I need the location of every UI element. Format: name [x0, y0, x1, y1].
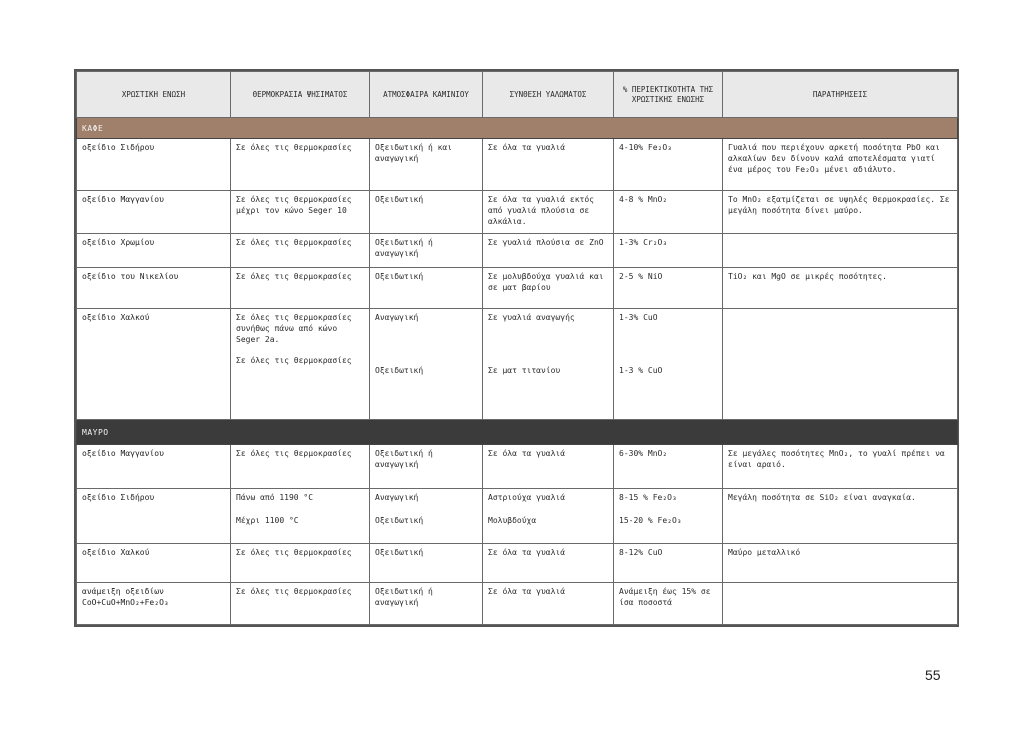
cell-atmosphere-alt: Οξειδωτική — [375, 516, 424, 525]
table-row — [77, 268, 958, 309]
section-row-black — [77, 420, 958, 445]
cell-notes: Μαύρο μεταλλικό — [723, 544, 958, 583]
cell-compound: οξείδιο Σιδήρου — [77, 489, 231, 544]
cell-percent: 2-5 % NiO — [614, 268, 723, 309]
cell-glaze: Σε όλα τα γυαλιά εκτός από γυαλιά πλούσια σε αλκάλια. — [483, 191, 614, 234]
section-label: ΚΑΦΕ — [77, 118, 958, 139]
cell-atmosphere: Αναγωγική — [375, 493, 419, 502]
header-notes: ΠΑΡΑΤΗΡΗΣΕΙΣ — [723, 72, 958, 118]
cell-glaze: Σε όλα τα γυαλιά — [483, 445, 614, 489]
cell-percent: 1-3% Cr₂O₃ — [614, 234, 723, 268]
cell-notes: TiO₂ και MgO σε μικρές ποσότητες. — [723, 268, 958, 309]
cell-glaze: Σε όλα τα γυαλιά — [483, 583, 614, 625]
cell-compound: οξείδιο του Νικελίου — [77, 268, 231, 309]
cell-atmosphere: Οξειδωτική — [370, 544, 483, 583]
table-row — [77, 489, 958, 544]
cell-compound: οξείδιο Χαλκού — [77, 309, 231, 420]
cell-glaze: Σε όλα τα γυαλιά — [483, 139, 614, 191]
header-glaze: ΣΥΝΘΕΣΗ ΥΑΛΩΜΑΤΟΣ — [483, 72, 614, 118]
cell-atmosphere: Οξειδωτική ή και αναγωγική — [370, 139, 483, 191]
cell-glaze: Σε γυαλιά αναγωγής — [488, 313, 575, 322]
header-percent: % ΠΕΡΙΕΚΤΙΚΟΤΗΤΑ ΤΗΣ ΧΡΩΣΤΙΚΗΣ ΕΝΩΣΗΣ — [614, 72, 723, 118]
section-row-brown — [77, 118, 958, 139]
table-row — [77, 445, 958, 489]
cell-notes — [723, 309, 958, 420]
header-atmosphere: ΑΤΜΟΣΦΑΙΡΑ ΚΑΜΙΝΙΟΥ — [370, 72, 483, 118]
cell-temperature-group — [231, 489, 370, 544]
cell-notes — [723, 583, 958, 625]
cell-atmosphere: Οξειδωτική — [370, 268, 483, 309]
cell-atmosphere: Οξειδωτική ή αναγωγική — [370, 234, 483, 268]
cell-temperature: Σε όλες τις θερμοκρασίες — [231, 139, 370, 191]
cell-temperature: Πάνω από 1190 °C — [236, 493, 314, 502]
cell-glaze-group — [483, 309, 614, 420]
cell-percent: 4-10% Fe₂O₃ — [614, 139, 723, 191]
cell-compound: οξείδιο Χαλκού — [77, 544, 231, 583]
cell-atmosphere-group — [370, 309, 483, 420]
cell-percent: 8-12% CuO — [614, 544, 723, 583]
cell-atmosphere: Οξειδωτική — [370, 191, 483, 234]
cell-compound: οξείδιο Μαγγανίου — [77, 191, 231, 234]
cell-glaze-alt: Σε ματ τιτανίου — [488, 366, 561, 375]
header-temperature: ΘΕΡΜΟΚΡΑΣΙΑ ΨΗΣΙΜΑΤΟΣ — [231, 72, 370, 118]
cell-temperature: Σε όλες τις θερμοκρασίες — [231, 445, 370, 489]
cell-compound: οξείδιο Μαγγανίου — [77, 445, 231, 489]
cell-temperature: Σε όλες τις θερμοκρασίες μέχρι τον κώνο Seger 10 — [231, 191, 370, 234]
cell-temperature-alt: Σε όλες τις θερμοκρασίες — [236, 356, 352, 365]
table-row — [77, 191, 958, 234]
cell-temperature: Σε όλες τις θερμοκρασίες — [231, 583, 370, 625]
cell-percent-alt: 1-3 % CuO — [619, 366, 663, 375]
cell-notes: Γυαλιά που περιέχουν αρκετή ποσότητα PbO και αλκαλίων δεν δίνουν καλά αποτελέσματα γιατί ένα μέρος του Fe₂O₃ μένει αδιάλυτο. — [723, 139, 958, 191]
cell-percent-group — [614, 309, 723, 420]
cell-atmosphere: Οξειδωτική ή αναγωγική — [370, 583, 483, 625]
cell-glaze: Σε μολυβδούχα γυαλιά και σε ματ βαρίου — [483, 268, 614, 309]
cell-compound: οξείδιο Χρωμίου — [77, 234, 231, 268]
cell-temperature-group — [231, 309, 370, 420]
cell-compound: οξείδιο Σιδήρου — [77, 139, 231, 191]
header-row — [77, 72, 958, 118]
cell-notes: Σε μεγάλες ποσότητες MnO₂, το γυαλί πρέπει να είναι αραιό. — [723, 445, 958, 489]
cell-glaze: Σε όλα τα γυαλιά — [483, 544, 614, 583]
cell-notes: Το MnO₂ εξατμίζεται σε υψηλές θερμοκρασίες. Σε μεγάλη ποσότητα δίνει μαύρο. — [723, 191, 958, 234]
cell-glaze-group — [483, 489, 614, 544]
section-label: ΜΑΥΡΟ — [77, 420, 958, 445]
cell-percent: 4-8 % MnO₂ — [614, 191, 723, 234]
cell-temperature-alt: Μέχρι 1100 °C — [236, 516, 299, 525]
cell-percent: 6-30% MnO₂ — [614, 445, 723, 489]
cell-atmosphere: Οξειδωτική ή αναγωγική — [370, 445, 483, 489]
cell-percent: Ανάμειξη έως 15% σε ίσα ποσοστά — [614, 583, 723, 625]
cell-glaze: Αστριούχα γυαλιά — [488, 493, 566, 502]
cell-temperature: Σε όλες τις θερμοκρασίες — [231, 268, 370, 309]
cell-notes: Μεγάλη ποσότητα σε SiO₂ είναι αναγκαία. — [723, 489, 958, 544]
table-row — [77, 139, 958, 191]
header-compound: ΧΡΩΣΤΙΚΗ ΕΝΩΣΗ — [77, 72, 231, 118]
table-row — [77, 583, 958, 625]
cell-atmosphere: Αναγωγική — [375, 313, 419, 322]
table-row — [77, 544, 958, 583]
cell-glaze: Σε γυαλιά πλούσια σε ZnO — [483, 234, 614, 268]
cell-glaze-alt: Μολυβδούχα — [488, 516, 537, 525]
cell-percent: 8-15 % Fe₂O₃ — [619, 493, 677, 502]
cell-temperature: Σε όλες τις θερμοκρασίες — [231, 234, 370, 268]
cell-atmosphere-group — [370, 489, 483, 544]
cell-atmosphere-alt: Οξειδωτική — [375, 366, 424, 375]
cell-temperature: Σε όλες τις θερμοκρασίες — [231, 544, 370, 583]
cell-percent: 1-3% CuO — [619, 313, 658, 322]
cell-percent-group — [614, 489, 723, 544]
pigment-table-sheet — [74, 69, 959, 627]
table-row — [77, 309, 958, 420]
cell-temperature: Σε όλες τις θερμοκρασίες συνήθως πάνω από κώνο Seger 2a. — [236, 313, 352, 344]
pigment-table — [76, 71, 958, 625]
table-row — [77, 234, 958, 268]
page-number: 55 — [925, 667, 941, 683]
cell-notes — [723, 234, 958, 268]
cell-percent-alt: 15-20 % Fe₂O₃ — [619, 516, 682, 525]
cell-compound: ανάμειξη οξειδίων CoO+CuO+MnO₂+Fe₂O₃ — [77, 583, 231, 625]
